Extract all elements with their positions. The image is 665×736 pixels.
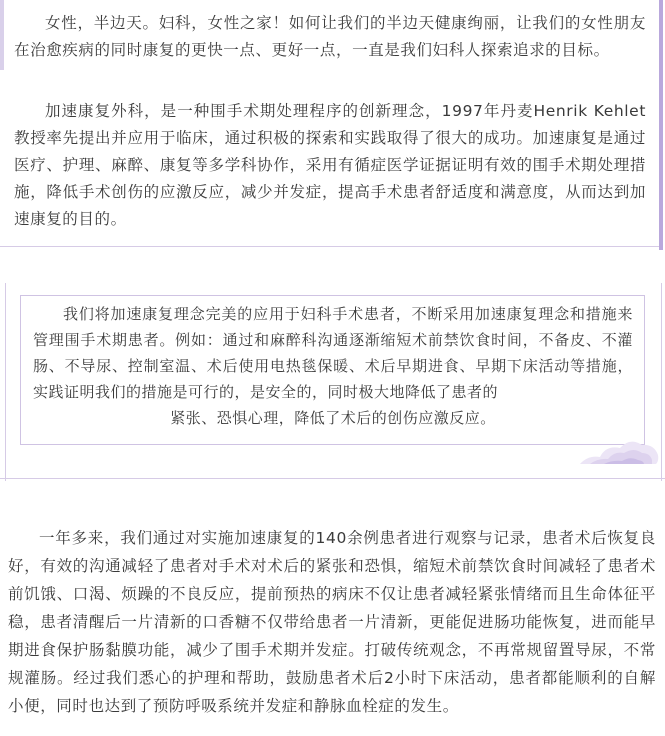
left-accent-bar: [0, 0, 4, 70]
frame-left-line: [5, 283, 6, 481]
practice-paragraph-last-line: 紧张、恐惧心理，降低了术后的创伤应激反应。: [170, 409, 496, 427]
practice-section: [0, 283, 665, 481]
eras-definition-paragraph: 加速康复外科，是一种围手术期处理程序的创新理念，1997年丹麦Henrik Kehlet教授率先提出并应用于临床，通过积极的探索和实践取得了很大的成功。加速康复是通过医疗、护理、麻醉、康复等多学科协作，采用有循症医学证据证明有效的围手术期处理措施，降低手术创伤的应激反应，减少并发症，提高手术患者舒适度和满意度，从而达到加速康复的目的。: [14, 102, 646, 228]
practice-paragraph: [33, 301, 633, 431]
frame-right-line: [661, 283, 662, 481]
intro-paragraph: 女性，半边天。妇科，女性之家！如何让我们的半边天健康绚丽，让我们的女性朋友在治愈疾病的同时康复的更快一点、更好一点，一直是我们妇科人探索追求的目标。: [14, 14, 646, 59]
right-accent-bar: [659, 0, 663, 250]
cloud-decoration-icon: [578, 431, 660, 467]
intro-section: [0, 0, 661, 247]
practice-paragraph-body: 我们将加速康复理念完美的应用于妇科手术患者，不断采用加速康复理念和措施来管理围手术期患者。例如：通过和麻醉科沟通逐渐缩短术前禁饮食时间，不备皮、不灌肠、不导尿、控制室温、术后使用电热毯保暖、术后早期进食、早期下床活动等措施，实践证明我们的措施是可行的，是安全的，同时极大地降低了患者的: [33, 305, 633, 401]
results-paragraph: 一年多来，我们通过对实施加速康复的140余例患者进行观察与记录，患者术后恢复良好，有效的沟通减轻了患者对手术对术后的紧张和恐惧，缩短术前禁饮食时间减轻了患者术前饥饿、口渴、烦躁的不良反应，提前预热的病床不仅让患者减轻紧张情绪而且生命体征平稳，患者清醒后一片清新的口香糖不仅带给患者一片清新，更能促进肠功能恢复，进而能早期进食保护肠黏膜功能，减少了围手术期并发症。打破传统观念，不再常规留置导尿，不常规灌肠。经过我们悉心的护理和帮助，鼓励患者术后2小时下床活动，患者都能顺利的自解小便，同时也达到了预防呼吸系统并发症和静脉血栓症的发生。: [8, 529, 656, 715]
frame-bottom-line: [0, 478, 665, 479]
